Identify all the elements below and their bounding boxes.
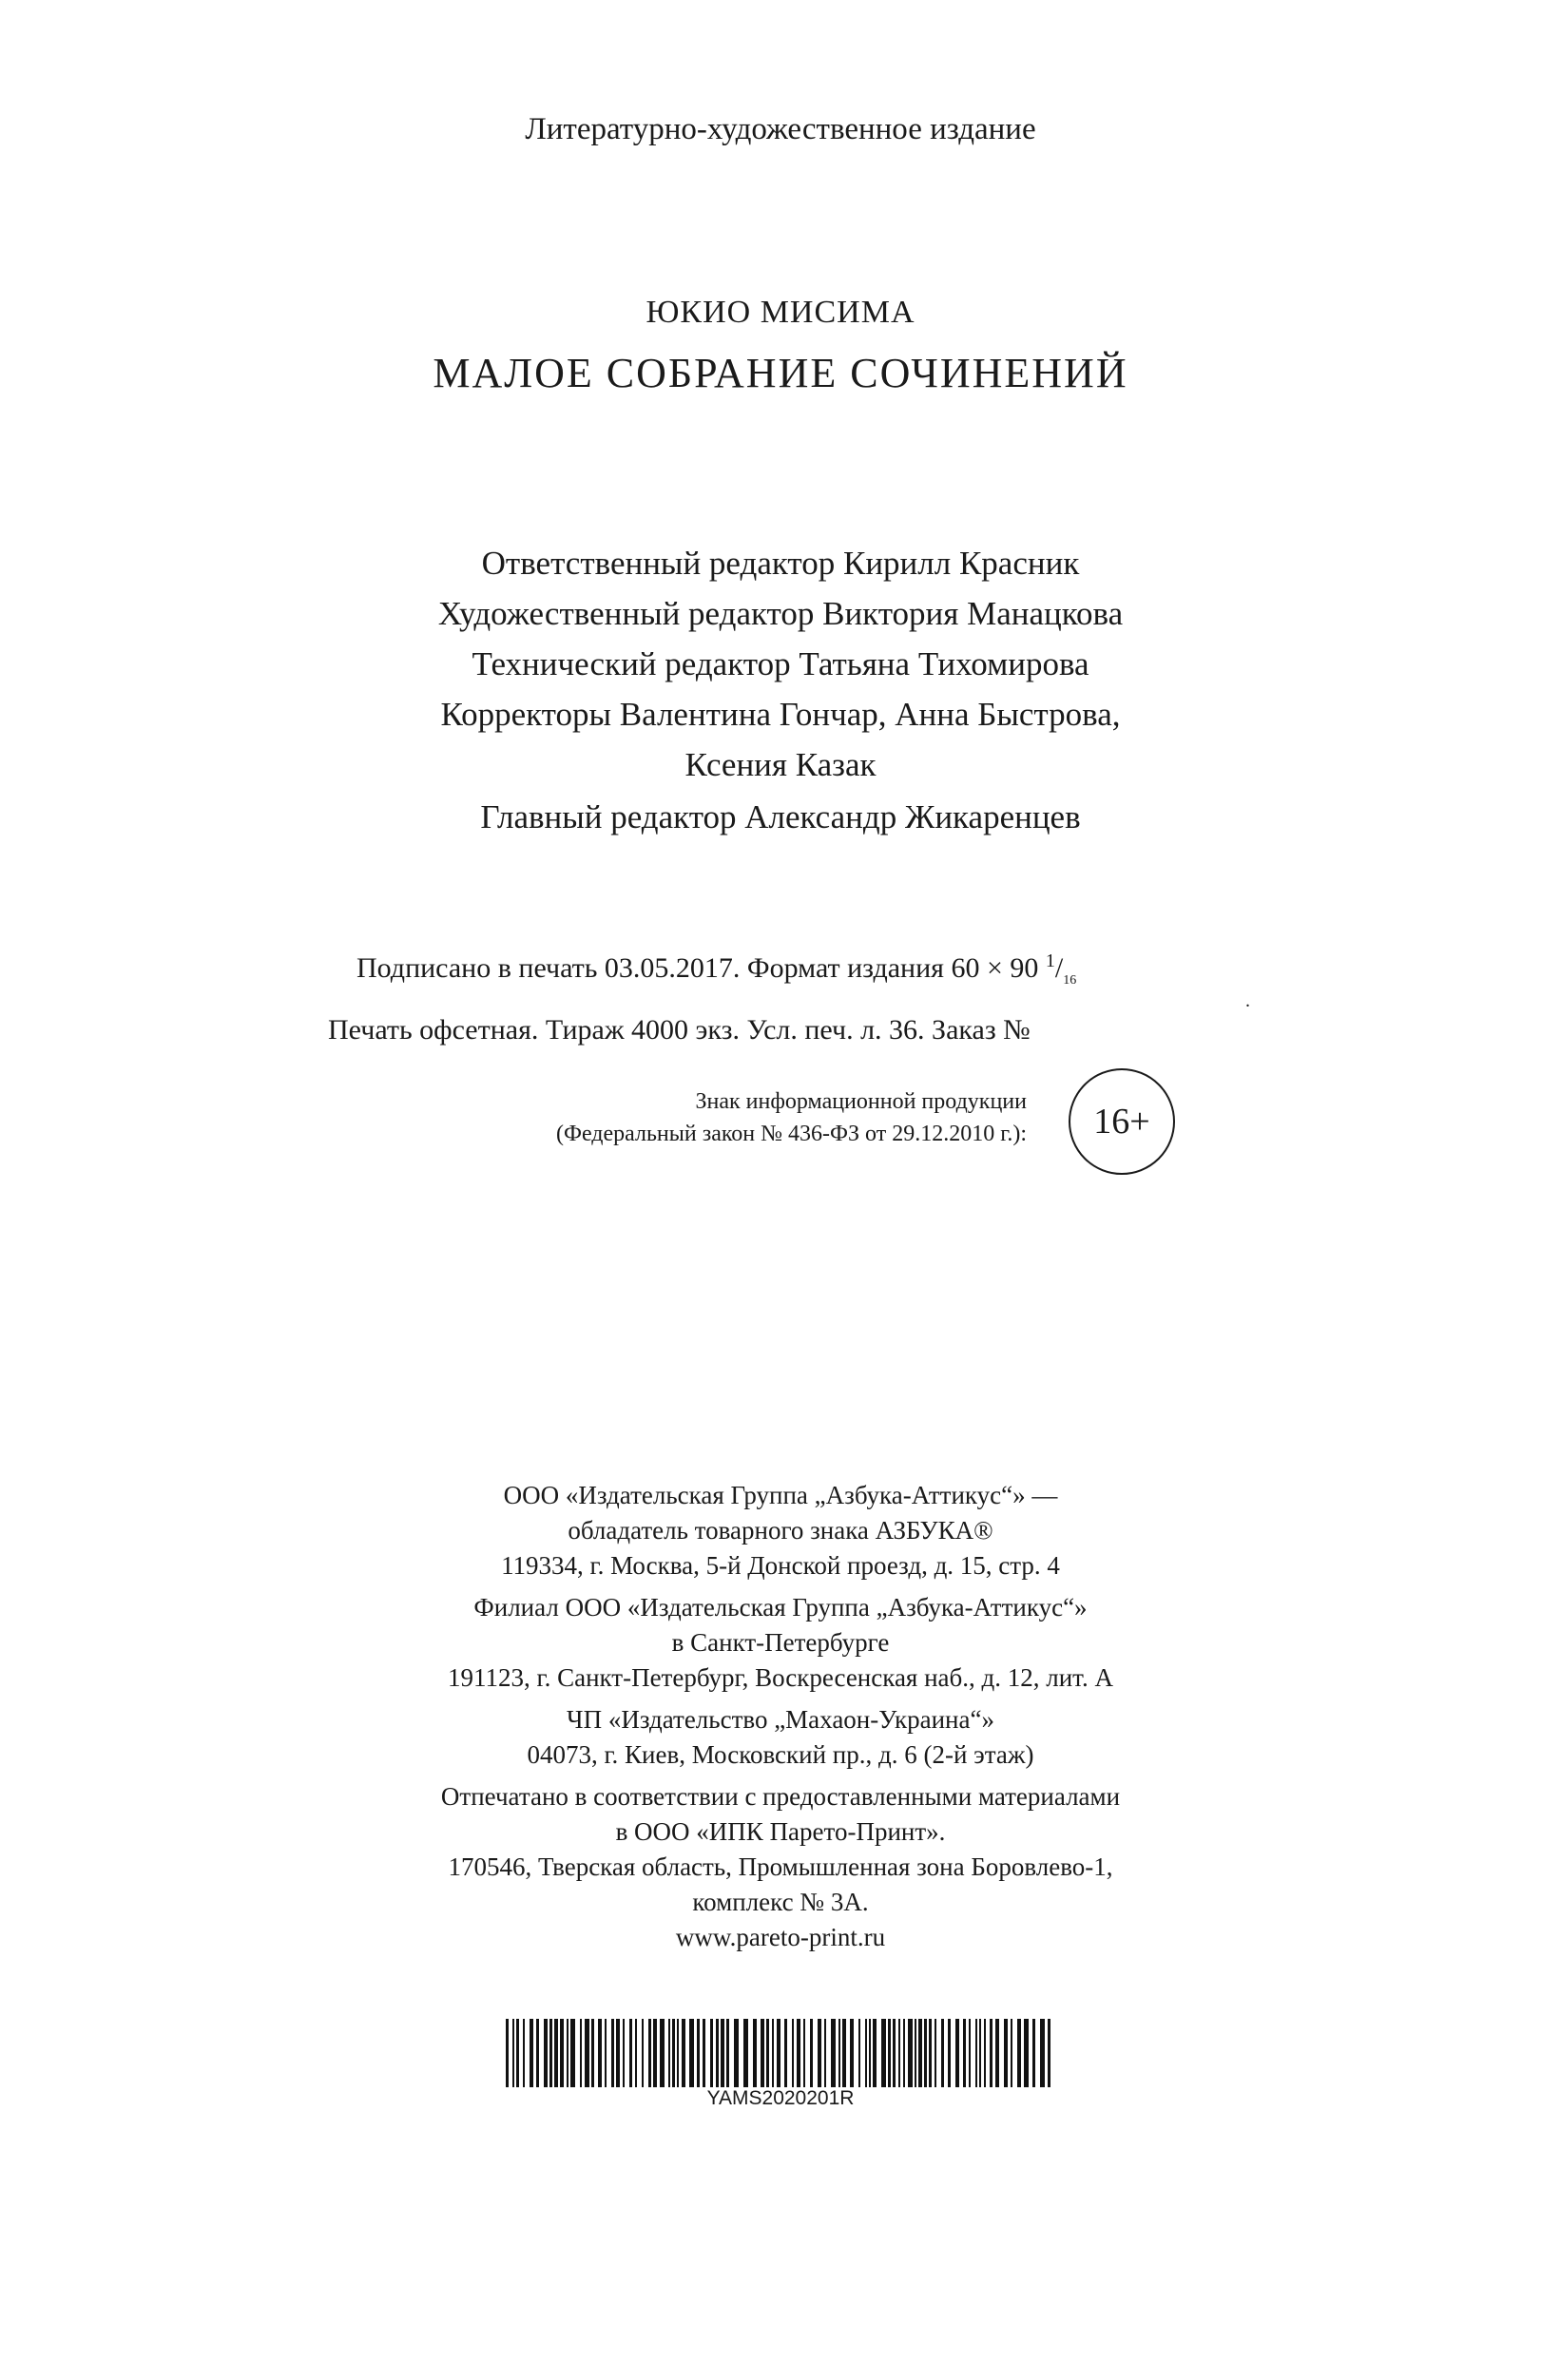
barcode-bar <box>948 2019 951 2087</box>
credit-proofreaders: Корректоры Валентина Гончар, Анна Быстрова, <box>440 696 1121 733</box>
barcode-bar <box>810 2019 813 2087</box>
barcode-bar <box>969 2019 971 2087</box>
barcode-bar <box>935 2019 936 2087</box>
barcode-bar <box>888 2019 891 2087</box>
barcode-bar <box>516 2019 519 2087</box>
barcode-bar <box>1011 2019 1012 2087</box>
barcode-bar <box>1040 2019 1045 2087</box>
barcode-bar <box>924 2019 927 2087</box>
barcode-bar <box>689 2019 694 2087</box>
print-info-line-2: Печать офсетная. Тираж 4000 экз. Усл. печ. л. 36. Заказ № <box>328 1014 1031 1046</box>
barcode-bar <box>955 2019 959 2087</box>
barcode-bar <box>865 2019 867 2087</box>
barcode-bar <box>803 2019 805 2087</box>
barcode-bar <box>642 2019 644 2087</box>
barcode-bar <box>881 2019 886 2087</box>
imprint-publisher <box>0 1478 1561 1583</box>
barcode-bar <box>1024 2019 1029 2087</box>
barcode-bar <box>506 2019 509 2087</box>
imprint-line: обладатель товарного знака АЗБУКА® <box>568 1516 993 1545</box>
order-number-dot: . <box>1245 990 1250 1011</box>
imprint-line: 191123, г. Санкт-Петербург, Воскресенская наб., д. 12, лит. А <box>448 1663 1113 1692</box>
barcode-bar <box>850 2019 854 2087</box>
barcode-bar <box>869 2019 871 2087</box>
barcode-bar <box>585 2019 589 2087</box>
barcode-code: YAMS2020201R <box>706 2087 855 2109</box>
author-name: ЮКИО МИСИМА <box>646 295 915 330</box>
imprint-printer <box>0 1779 1561 1955</box>
barcode-bar <box>797 2019 800 2087</box>
imprint-line: в Санкт-Петербурге <box>671 1628 890 1657</box>
barcode-bar <box>648 2019 651 2087</box>
barcode-bar <box>570 2019 575 2087</box>
barcode-bar <box>623 2019 625 2087</box>
age-rating-badge <box>1069 1068 1175 1175</box>
barcode-bar <box>903 2019 905 2087</box>
credits-block <box>0 538 1561 790</box>
barcode-bar <box>1048 2019 1050 2087</box>
barcode-bar <box>697 2019 700 2087</box>
barcode-bar <box>831 2019 836 2087</box>
barcode-bar <box>598 2019 602 2087</box>
barcode-bar <box>660 2019 665 2087</box>
credit-proofreaders-cont: Ксения Казак <box>684 746 877 783</box>
imprint-ukraine <box>0 1702 1561 1773</box>
barcode-bar <box>726 2019 729 2087</box>
barcode-bar <box>668 2019 670 2087</box>
age-rating-label-line-1: Знак информационной продукции <box>695 1089 1027 1114</box>
imprint-line: Филиал ООО «Издательская Группа „Азбука-Аттикус“» <box>473 1593 1088 1622</box>
format-fraction-slash: / <box>1054 952 1064 984</box>
barcode-bar <box>918 2019 922 2087</box>
barcode-bar <box>784 2019 787 2087</box>
credit-responsible-editor: Ответственный редактор Кирилл Красник <box>481 545 1080 582</box>
barcode-bar <box>677 2019 679 2087</box>
barcode-bar <box>629 2019 632 2087</box>
imprint-block <box>0 1478 1561 1962</box>
age-rating-label-line-2: (Федеральный закон № 436-ФЗ от 29.12.2010 г.): <box>555 1122 1027 1146</box>
barcode-bar <box>703 2019 705 2087</box>
chief-editor: Главный редактор Александр Жикаренцев <box>480 798 1081 835</box>
format-fraction-denominator: 16 <box>1063 973 1077 988</box>
barcode-bar <box>908 2019 913 2087</box>
book-title: МАЛОЕ СОБРАНИЕ СОЧИНЕНИЙ <box>433 350 1128 396</box>
imprint-website: www.pareto-print.ru <box>675 1923 886 1951</box>
edition-type: Литературно-художественное издание <box>525 112 1036 146</box>
barcode-bar <box>1032 2019 1035 2087</box>
barcode-bar <box>523 2019 525 2087</box>
barcode-bar <box>580 2019 582 2087</box>
barcode-bar <box>1004 2019 1008 2087</box>
barcode-bar <box>858 2019 860 2087</box>
barcode-bar <box>672 2019 675 2087</box>
barcode-bar <box>984 2019 986 2087</box>
format-fraction-numerator: 1 <box>1045 950 1055 971</box>
barcode-bar <box>792 2019 794 2087</box>
imprint-line: 119334, г. Москва, 5-й Донской проезд, д. 15, стр. 4 <box>501 1551 1060 1580</box>
barcode-bar <box>941 2019 944 2087</box>
barcode-bar <box>1017 2019 1021 2087</box>
barcode-bar <box>721 2019 724 2087</box>
barcode-bar <box>616 2019 620 2087</box>
barcode-bar <box>734 2019 739 2087</box>
barcode-bar <box>766 2019 769 2087</box>
barcode-bar <box>838 2019 840 2087</box>
barcode-bar <box>560 2019 564 2087</box>
barcode-bar <box>554 2019 558 2087</box>
barcode-bar <box>995 2019 999 2087</box>
barcode-bar <box>772 2019 774 2087</box>
imprint-line: Отпечатано в соответствии с предоставленными материалами <box>440 1782 1121 1811</box>
barcode-bar <box>567 2019 569 2087</box>
barcode-bar <box>605 2019 607 2087</box>
imprint-line: 04073, г. Киев, Московский пр., д. 6 (2-й этаж) <box>527 1740 1034 1769</box>
age-rating-value: 16+ <box>1093 1102 1150 1142</box>
barcode-bar <box>635 2019 637 2087</box>
barcode-bar <box>710 2019 713 2087</box>
barcode-bar <box>842 2019 846 2087</box>
barcode-bar <box>653 2019 657 2087</box>
barcode-bar <box>929 2019 932 2087</box>
barcode-bar <box>536 2019 539 2087</box>
barcode-bar <box>761 2019 764 2087</box>
imprint-branch-spb <box>0 1590 1561 1696</box>
barcode-bar <box>753 2019 757 2087</box>
barcode-bar <box>893 2019 896 2087</box>
print-info-line-1 <box>328 936 1076 1006</box>
barcode-bar <box>898 2019 900 2087</box>
print-info <box>328 936 1076 1055</box>
barcode-bar <box>611 2019 614 2087</box>
barcode-bar <box>591 2019 594 2087</box>
age-rating-label <box>380 1085 1027 1150</box>
barcode-bar <box>963 2019 966 2087</box>
barcode-bar <box>990 2019 992 2087</box>
barcode-bar <box>777 2019 780 2087</box>
barcode-bar <box>979 2019 981 2087</box>
credit-art-editor: Художественный редактор Виктория Манацкова <box>437 595 1124 632</box>
barcode-bar <box>818 2019 821 2087</box>
imprint-line: в ООО «ИПК Парето-Принт». <box>615 1817 946 1846</box>
barcode-bar <box>873 2019 877 2087</box>
imprint-line: комплекс № 3А. <box>692 1888 869 1916</box>
credit-technical-editor: Технический редактор Татьяна Тихомирова <box>472 645 1089 682</box>
barcode-bar <box>530 2019 533 2087</box>
barcode-bar <box>915 2019 916 2087</box>
imprint-line: ЧП «Издательство „Махаон-Украина“» <box>567 1705 994 1734</box>
print-signed-format: Подписано в печать 03.05.2017. Формат издания 60 × 90 <box>357 952 1046 984</box>
barcode-bar <box>544 2019 548 2087</box>
barcode-image <box>506 2019 1055 2087</box>
barcode-bar <box>682 2019 685 2087</box>
barcode-bar <box>824 2019 826 2087</box>
barcode-bar <box>549 2019 552 2087</box>
barcode-bar <box>512 2019 514 2087</box>
barcode-bar <box>743 2019 748 2087</box>
imprint-line: ООО «Издательская Группа „Азбука-Аттикус“» — <box>503 1481 1058 1509</box>
barcode-bar <box>975 2019 977 2087</box>
barcode-bar <box>716 2019 719 2087</box>
imprint-line: 170546, Тверская область, Промышленная зона Боровлево-1, <box>448 1852 1113 1881</box>
